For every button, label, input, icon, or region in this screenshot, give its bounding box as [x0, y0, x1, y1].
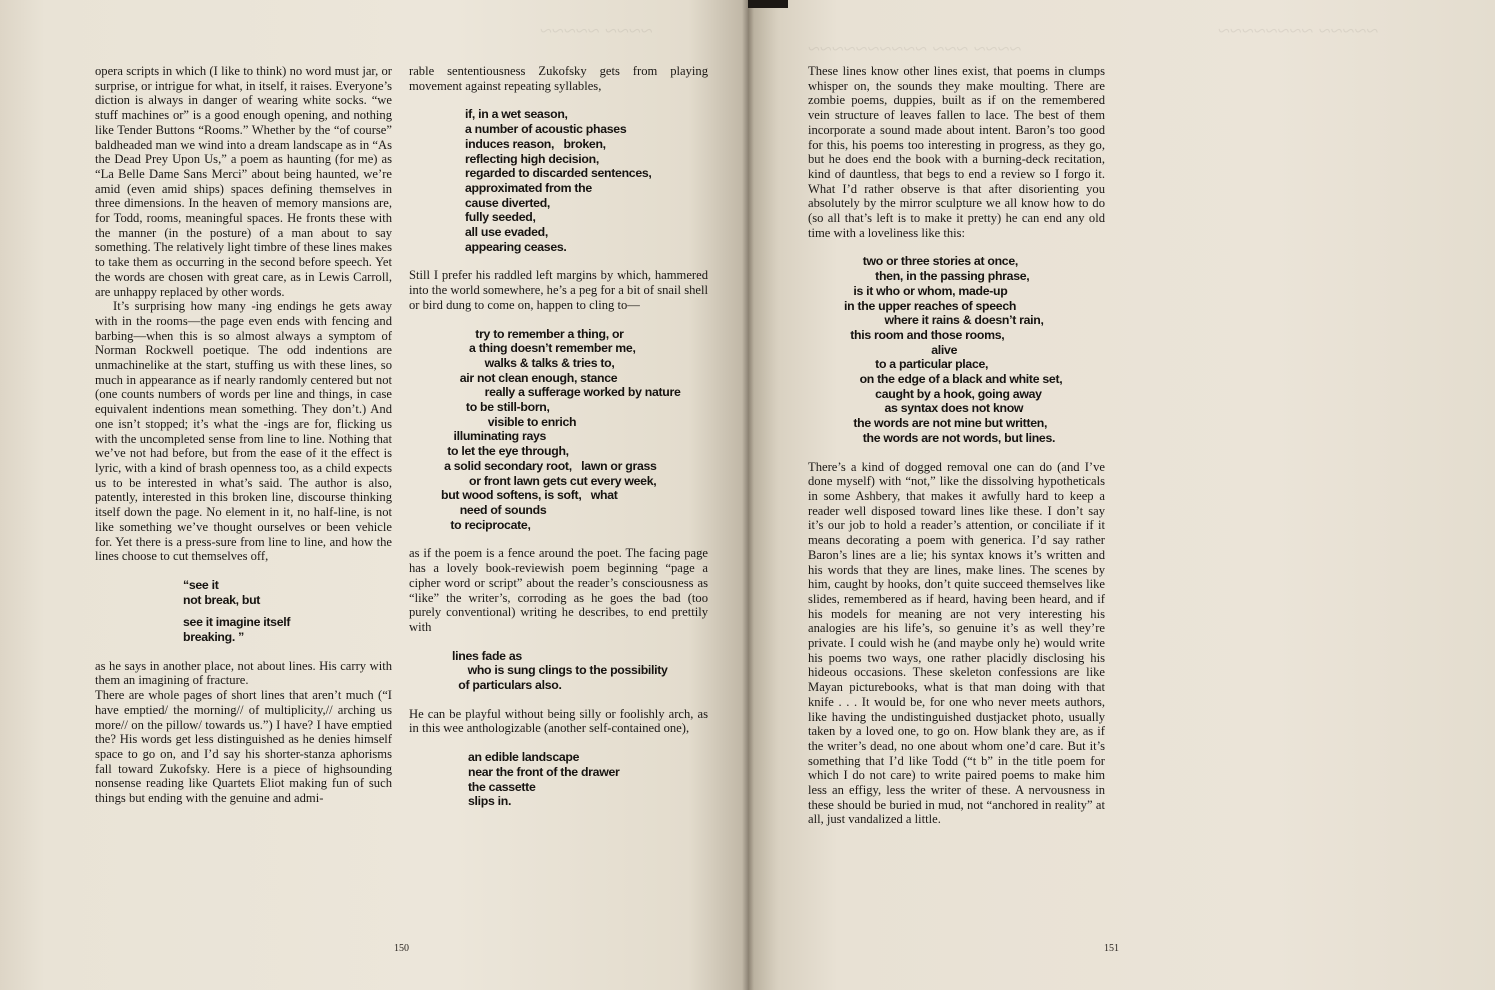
spacer [409, 254, 708, 268]
show-through-heading: ~~~~ ~~~~~ [540, 18, 653, 43]
left-column-1 [95, 64, 392, 806]
paragraph: as he says in another place, not about lines. His carry with them an imagining of fracture. [95, 658, 392, 688]
paragraph: opera scripts in which (I like to think) no word must jar, or surprise, or intrigue for what, in itself, it raises. Everyone’s diction is always in danger of wearing white socks. “we stuff machines or” is a good enough opening, and nothing like Tender Buttons “Rooms.” Whether by the “of course” baldheaded man we wind into a dream landscape as in “As the Dead Prey Upon Us,” a poem as haunting (for me) as “La Belle Dame Sans Merci” about being haunted, we’re amid (even amid ships) spaces defining themselves in three dimensions. In the heaven of memory mansions are, for Todd, rooms, meaningful spaces. He fronts these with the manner (in the posture) of a man about to say something. The relatively light timbre of these lines makes to take them as occurring in the second before speech. Yet the words are chosen with great care, as in Lewis Carroll, are unhappy replaced by other words. [95, 64, 392, 299]
binding-shadow [748, 0, 788, 8]
paragraph: There are whole pages of short lines that aren’t much (“I have emptied/ the morning// of multiplicity,// arching us more// on the pillow/ towards us.”) I have? I have emptied the? His words get less distinguished as he denies himself space to go on, and I’d say his shorter-stanza aphorisms fall toward Zukofsky. Here is a piece of highsounding nonsense reading like Quartets Eliot making fun of such things but ending with the genuine and admi- [95, 688, 392, 806]
paragraph: There’s a kind of dogged removal one can do (and I’ve done myself) with “not,” like the dissolving hypotheticals in some Ashbery, that makes it awfully hard to keep a reader well disposed toward lines like these. I don’t say it’s our job to hold a reader’s attention, or conciliate if it means decorating a poem with generica. I’d say rather Baron’s lines are a lie; his syntax knows it’s written and his words that they are lines, make lines. The scenes by him, caught by hooks, don’t quite succeed themselves like slides, remembered as if heard, having been heard, and if his models for meaning are not very interesting his analogies are his life’s, so genuine it’s as well they’re private. I could wish he (and maybe only he) would write his poems two ways, one rather placidly disclosing his hideous occasions. These skeleton confessions are like Mayan picturebooks, what is that man doing with that knife . . . It would be, for one who never meets authors, like having the undistinguished dustjacket photo, usually taken by a loved one, to go on. How blank they are, as if the writer’s dead, no one about whom one’d care. But it’s something that I’d like Todd (“t b” in the title poem for which I do not care) to write paired poems to make him less an effigy, less the writer of these. A nervousness in these should be buried in mud, not “anchored in reality” at all, just vandalized a little. [808, 459, 1105, 827]
verse-block: “see it not break, but [183, 577, 261, 607]
spacer [95, 645, 392, 659]
right-column [808, 64, 1105, 827]
book-gutter [742, 0, 754, 990]
spacer [808, 446, 1105, 460]
paragraph: Still I prefer his raddled left margins by which, hammered into the world somewhere, he’s a peg for a bit of snail shell or bird dung to come on, happen to cling to— [409, 268, 708, 312]
verse-block: two or three stories at once, then, in the passing phrase, is it who or whom, made-up in the upper reaches of speech where it rains & doesn’t rain, this room and those rooms, alive to a particular place, on the edge of a black and white set, caught by a hook, going away as syntax does not know the words are not mine but written, the words are not words, but lines. [844, 254, 1063, 445]
verse-block: lines fade as who is sung clings to the possibility of particulars also. [452, 648, 668, 693]
left-column-2 [409, 64, 708, 809]
spacer [409, 313, 708, 327]
spacer [409, 532, 708, 546]
spacer [95, 564, 392, 578]
verse-block: if, in a wet season, a number of acoustic phases induces reason, broken, reflecting high decision, regarded to discarded sentences, approximated from the cause diverted, fully seeded, all use evaded, appearing ceases. [465, 107, 652, 254]
paragraph: He can be playful without being silly or foolishly arch, as in this wee anthologizable (another self-contained one), [409, 706, 708, 736]
spacer [409, 93, 708, 107]
spacer [808, 240, 1105, 254]
paragraph: rable sententiousness Zukofsky gets from playing movement against repeating syllables, [409, 64, 708, 93]
verse-block: see it imagine itself breaking. ” [183, 615, 291, 645]
show-through-heading: ~~~~ ~~~ ~~~~~~~~~~ [808, 36, 1022, 61]
show-through-heading: ~~~~~ ~~~~~~~~ [1218, 18, 1379, 43]
spacer [95, 607, 392, 615]
spacer [409, 693, 708, 707]
page-number: 150 [394, 943, 409, 954]
paragraph: It’s surprising how many -ing endings he gets away with in the rooms—the page even ends with fencing and barbing—when this is so almost always a symptom of Norman Rockwell poetique. The odd indentions are unmachinelike at the start, stuffing us with these lines, so much in appearance as if nearly randomly centered but not (one counts numbers of words per line and things, in case equivalent indentions mean something. They don’t.) And one isn’t stopped; it’s what the -ings are for, flicking us with the uncompleted sense from line to line. Nothing that we’ve not had before, but from the ease of it the effect is lyric, with a kind of brash openness too, as a child expects us to be interested in what’s said. The author is also, patently, interested in this broken line, discourse thinking itself down the page. No element in it, no half-line, is not like something we’ve thought ourselves or been vehicle for. Yet there is a press-sure from line to line, and how the lines choose to cut themselves off, [95, 299, 392, 564]
spacer [409, 736, 708, 750]
verse-block: an edible landscape near the front of the drawer the cassette slips in. [468, 750, 620, 809]
verse-block: try to remember a thing, or a thing doesn’t remember me, walks & talks & tries to, air not clean enough, stance really a sufferage worked by nature to be still-born, visible to enrich illuminating rays to let the eye through, a solid secondary root, lawn or grass or front lawn gets cut every week, but wood softens, is soft, what need of sounds to reciprocate, [441, 326, 681, 532]
right-page [748, 0, 1495, 990]
spacer [409, 635, 708, 649]
page-number: 151 [1104, 943, 1119, 954]
paragraph: These lines know other lines exist, that poems in clumps whisper on, the sounds they make moulting. There are zombie poems, duppies, built as if on the remembered vein structure of leaves fallen to lace. The best of them incorporate a sound made about intent. Baron’s too good for this, his poems too interesting in progress, as they go, but he does end the book with a burning-deck recitation, kind of dauntless, that begs to end a review so I forgo it. What I’d rather observe is that after disorienting you absolutely by the mirror sculpture we all know how to do (so all that’s left is to make it pretty) he can end any old time with a loveliness like this: [808, 64, 1105, 240]
paragraph: as if the poem is a fence around the poet. The facing page has a lovely book-reviewish poem beginning “page a cipher word or script” about the reader’s consciousness as “like” the writer’s, corroding as he goes the bad (too purely conventional) writing he describes, to end prettily with [409, 546, 708, 634]
